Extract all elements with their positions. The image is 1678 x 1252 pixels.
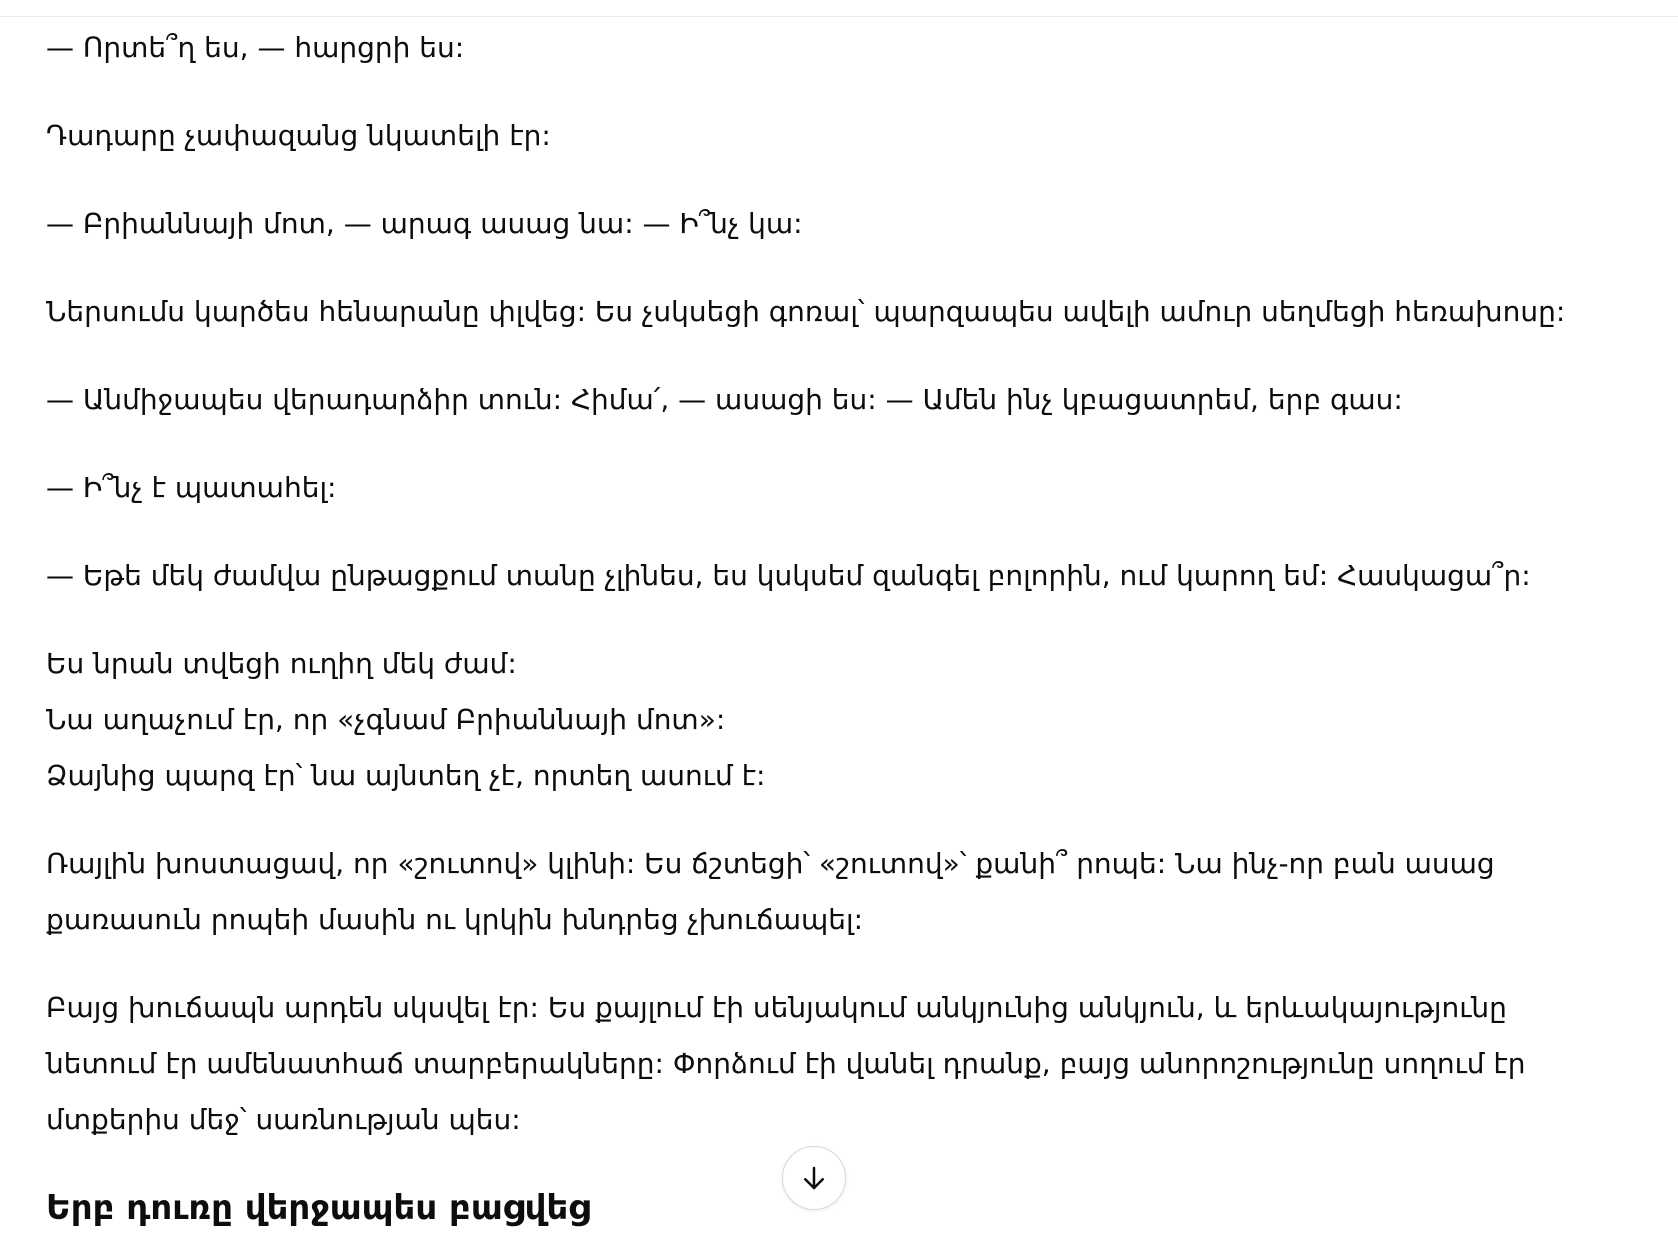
top-divider (0, 0, 1678, 17)
scroll-to-bottom-button[interactable] (782, 1146, 846, 1210)
line: Ձայնից պարզ էր՝ նա այնտեղ չէ, որտեղ ասում է: (46, 759, 766, 792)
paragraph: Ռայլին խոստացավ, որ «շուտով» կլինի: Ես ճշտեցի՝ «շուտով»՝ քանի՞ րոպե: Նա ինչ-որ բան ասաց քառասուն րոպեի մասին ու կրկին խնդրեց չխուճապել: (46, 847, 1495, 936)
line: Ես նրան տվեցի ուղիղ մեկ ժամ: (46, 647, 517, 680)
paragraph: — Բրիաննայի մոտ, — արագ ասաց նա: — Ի՞նչ կա: (46, 207, 803, 240)
paragraph: Բայց խուճապն արդեն սկսվել էր: Ես քայլում էի սենյակում անկյունից անկյուն, և երևակայությունը նետում էր ամենատհաճ տարբերակները: Փորձում էի վանել դրանք, բայց անորոշությունը սողում էր մտքերիս մեջ՝ սառնության պես: (46, 991, 1526, 1136)
message-content (46, 20, 1606, 1236)
line: Նա աղաչում էր, որ «չգնամ Բրիաննայի մոտ»: (46, 703, 726, 736)
arrow-down-icon (799, 1163, 829, 1193)
paragraph: — Եթե մեկ ժամվա ընթացքում տանը չլինես, ես կսկսեմ զանգել բոլորին, ում կարող եմ: Հասկացա՞ր: (46, 559, 1531, 592)
paragraph: — Անմիջապես վերադարձիր տուն: Հիմա՛, — ասացի ես: — Ամեն ինչ կբացատրեմ, երբ գաս: (46, 383, 1403, 416)
paragraph: — Ի՞նչ է պատահել: (46, 471, 337, 504)
paragraph: Ներսումս կարծես հենարանը փլվեց: Ես չսկսեցի գոռալ՝ պարզապես ավելի ամուր սեղմեցի հեռախոսը: (46, 295, 1566, 328)
section-heading: Երբ դուռը վերջապես բացվեց (46, 1188, 591, 1228)
paragraph: Դադարը չափազանց նկատելի էր: (46, 119, 551, 152)
paragraph: — Որտե՞ղ ես, — հարցրի ես: (46, 31, 465, 64)
